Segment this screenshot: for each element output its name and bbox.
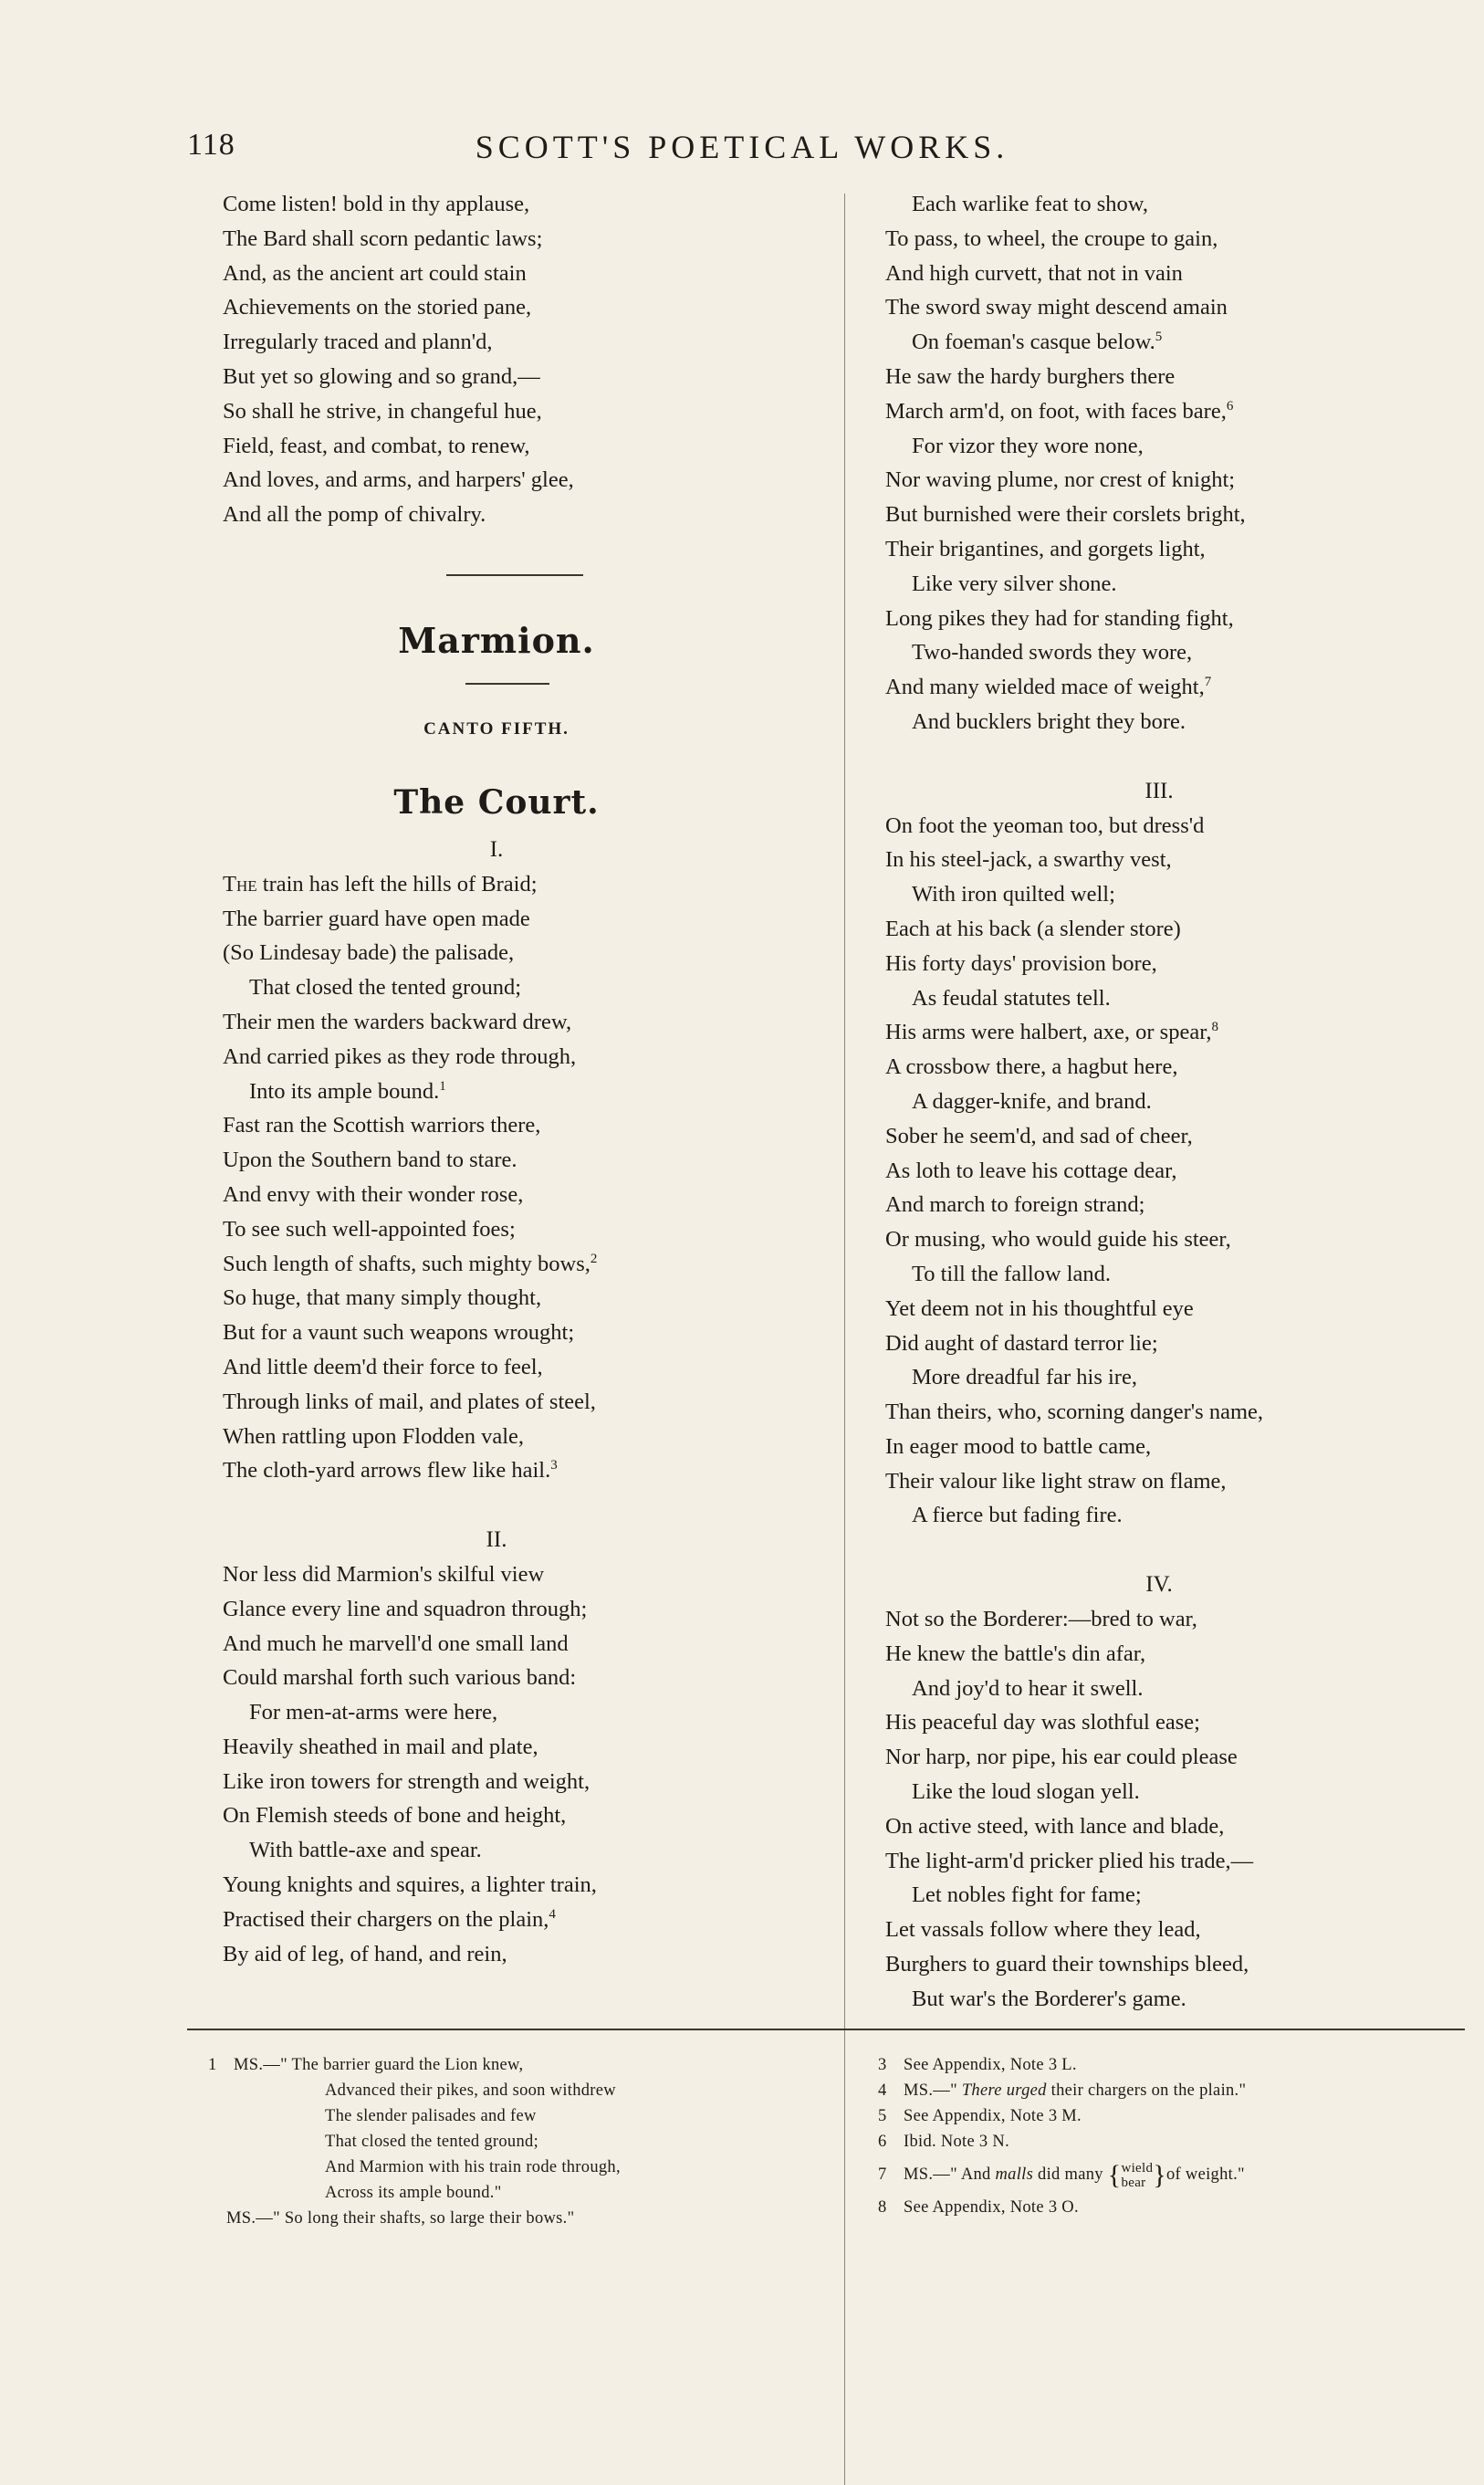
verse-line: On active steed, with lance and blade, [885,1813,1225,1839]
verse-line: Their men the warders backward drew, [223,1009,572,1034]
footnote-ref[interactable]: 1 [439,1078,446,1094]
column-divider [844,194,845,2485]
verse-line: The barrier guard have open made [223,906,530,931]
verse-text: Into its ample bound. [249,1078,440,1104]
verse-line: And envy with their wonder rose, [223,1181,524,1207]
brace-close-icon: } [1153,2159,1166,2190]
footnote [878,2103,1444,2129]
footnote-line: The slender palisades and few [325,2107,537,2125]
verse-line: So huge, that many simply thought, [223,1285,542,1311]
verse-line: In his steel-jack, a swarthy vest, [885,847,1172,873]
variant-top: wield [1121,2160,1154,2176]
verse-line: He knew the battle's din afar, [885,1641,1146,1666]
stanza-2-continued [885,187,1433,739]
verse-line: And high curvett, that not in vain [885,260,1183,286]
verse-line: The sword sway might descend amain [885,295,1228,320]
verse-text: train has left the hills of Braid; [256,871,538,896]
canto-title: The Court. [393,782,600,822]
verse-line: And all the pomp of chivalry. [223,502,486,528]
verse-line: Sober he seem'd, and sad of cheer, [885,1123,1193,1148]
footnote-line: Advanced their pikes, and soon withdrew [325,2081,616,2100]
verse-line: In eager mood to battle came, [885,1433,1152,1459]
verse-line: For men-at-arms were here, [249,1700,498,1725]
verse-line: Burghers to guard their townships bleed, [885,1952,1249,1977]
footnote-ref[interactable]: 8 [1211,1020,1219,1035]
verse-line: Yet deem not in his thoughtful eye [885,1295,1194,1321]
verse-line: On foot the yeoman too, but dress'd [885,813,1205,838]
verse-line [885,1015,1433,1050]
verse-line: With iron quilted well; [912,882,1115,907]
verse-line: He saw the hardy burghers there [885,363,1176,389]
verse-line: Fast ran the Scottish warriors there, [223,1113,541,1138]
verse-line: And march to foreign strand; [885,1192,1145,1218]
verse-line: For vizor they wore none, [912,433,1144,458]
verse-line: Irregularly traced and plann'd, [223,330,493,355]
verse-line: And, as the ancient art could stain [223,260,527,286]
footnotes-left [208,2052,792,2231]
verse-line: By aid of leg, of hand, and rein, [223,1941,507,1966]
verse-line: That closed the tented ground; [249,975,521,1001]
verse-line: Field, feast, and combat, to renew, [223,433,530,458]
verse-line: More dreadful far his ire, [912,1365,1137,1390]
verse-text: And many wielded mace of weight, [885,675,1205,700]
verse-line: Did aught of dastard terror lie; [885,1330,1158,1356]
footnote [878,2078,1444,2103]
footnote-text: See Appendix, Note 3 L. [904,2056,1077,2074]
verse-line: But war's the Borderer's game. [912,1986,1186,2011]
footnote-line: And Marmion with his train rode through, [325,2158,621,2176]
footnote-ref[interactable]: 6 [1226,398,1234,414]
footnote-text: MS.—" The barrier guard the Lion knew, [234,2056,524,2074]
verse-line: To see such well-appointed foes; [223,1216,516,1242]
verse-line: So shall he strive, in changeful hue, [223,398,542,424]
verse-line: Their valour like light straw on flame, [885,1468,1227,1494]
verse-line: (So Lindesay bade) the palisade, [223,940,515,966]
verse-line: The Bard shall scorn pedantic laws; [223,225,543,251]
verse-line: Two-handed swords they wore, [912,640,1193,666]
verse-line: And little deem'd their force to feel, [223,1354,543,1379]
footnote-mark: 4 [878,2081,887,2100]
verse-line: Let nobles fight for fame; [912,1882,1142,1908]
verse-line: Young knights and squires, a lighter train, [223,1872,597,1898]
verse-line: And carried pikes as they rode through, [223,1043,577,1069]
footnote-ref[interactable]: 3 [550,1458,558,1473]
verse-line: To till the fallow land. [912,1261,1112,1286]
verse-line: Nor waving plume, nor crest of knight; [885,467,1236,493]
footnote-ref[interactable]: 5 [1155,330,1163,345]
verse-line: With battle-axe and spear. [249,1838,482,1863]
verse-line: Let vassals follow where they lead, [885,1917,1201,1943]
footnote-mark: 8 [878,2198,887,2217]
verse-line: A crossbow there, a hagbut here, [885,1054,1178,1080]
verse-line: And loves, and arms, and harpers' glee, [223,467,574,493]
verse-line: Not so the Borderer:—bred to war, [885,1607,1197,1632]
footnote-rule [187,2029,1465,2030]
footnote-text: MS.—" And [904,2165,996,2184]
footnote-mark: 7 [878,2165,887,2184]
page-header [0,128,1484,173]
verse-text: Such length of shafts, such mighty bows, [223,1251,590,1276]
verse-line: Than theirs, who, scorning danger's name, [885,1400,1263,1425]
verse-line: And bucklers bright they bore. [912,708,1186,734]
stanza-gap [885,739,1433,763]
verse-line: A fierce but fading fire. [912,1503,1123,1528]
verse-line: Through links of mail, and plates of steel, [223,1389,596,1414]
verse-line: Upon the Southern band to stare. [223,1148,517,1173]
footnotes-right [878,2052,1444,2220]
footnote-text: MS.—" [904,2081,962,2100]
verse-line: Glance every line and squadron through; [223,1596,588,1621]
footnote [878,2195,1444,2220]
verse-line: But yet so glowing and so grand,— [223,363,540,389]
stanza-number: II. [486,1527,507,1553]
section-divider [446,574,583,576]
stanza-1 [223,867,770,1488]
stanza-number: IV. [1145,1572,1173,1598]
verse-line: Each at his back (a slender store) [885,916,1181,941]
verse-line [885,394,1433,429]
verse-line: When rattling upon Flodden vale, [223,1423,524,1449]
variant-choice [1121,2161,1153,2190]
footnote-text: See Appendix, Note 3 M. [904,2107,1082,2125]
verse-line: A dagger-knife, and brand. [912,1088,1152,1114]
verse-line: His forty days' provision bore, [885,950,1157,976]
verse-line: But burnished were their corslets bright, [885,502,1246,528]
verse-text: Practised their chargers on the plain, [223,1906,549,1932]
verse-line: Their brigantines, and gorgets light, [885,536,1206,561]
footnote [878,2129,1444,2155]
verse-line: But for a vaunt such weapons wrought; [223,1320,575,1346]
canto-heading: CANTO FIFTH. [423,718,570,739]
footnote-line: That closed the tented ground; [325,2133,539,2151]
left-column [223,187,770,1971]
verse-line: On Flemish steeds of bone and height, [223,1803,567,1829]
verse-line: Each warlike feat to show, [912,192,1148,216]
verse-line: And joy'd to hear it swell. [912,1675,1144,1701]
stanza-number: I. [489,836,504,862]
footnote-mark: 3 [878,2056,887,2074]
verse-line: To pass, to wheel, the croupe to gain, [885,225,1218,251]
verse-text: The cloth-yard arrows flew like hail. [223,1458,551,1484]
verse-line [885,670,1433,705]
verse-line [223,867,770,902]
verse-line [223,1075,770,1109]
verse-line: Could marshal forth such various band: [223,1665,577,1691]
verse-line: His peaceful day was slothful ease; [885,1710,1200,1735]
stanza-4 [885,1602,1433,2017]
verse-line: Nor harp, nor pipe, his ear could please [885,1745,1238,1770]
verse-line [223,1903,770,1937]
footnote-ref[interactable]: 2 [590,1251,598,1266]
title-rule [465,683,549,685]
footnote [878,2052,1444,2078]
footnote: MS.—" So long their shafts, so large their bows." [226,2209,575,2228]
footnote-line: Across its ample bound." [325,2184,502,2202]
brace-open-icon: { [1107,2159,1122,2190]
stanza-gap [223,1488,770,1512]
stanza-3 [885,809,1433,1534]
verse-line [885,325,1433,360]
variant-bottom: bear [1121,2175,1146,2190]
poem-title: Marmion. [398,619,595,661]
running-title: SCOTT'S POETICAL WORKS. [475,129,1009,165]
footnote-mark: 1 [208,2056,217,2074]
footnote-text: See Appendix, Note 3 O. [904,2198,1079,2217]
verse-line: Achievements on the storied pane, [223,295,532,320]
verse-line: Heavily sheathed in mail and plate, [223,1734,538,1759]
stanza-number: III. [1144,778,1174,803]
stanza-gap [885,1533,1433,1557]
verse-line [223,1453,770,1488]
right-column [885,187,1433,2017]
verse-line: Like very silver shone. [912,571,1117,596]
footnote-text: Ibid. Note 3 N. [904,2133,1009,2151]
footnote-text: of weight." [1165,2165,1245,2184]
verse-line: Or musing, who would guide his steer, [885,1227,1231,1253]
footnote-emphasis: There urged [961,2081,1047,2100]
footnote-mark: 5 [878,2107,887,2125]
verse-line: As feudal statutes tell. [912,985,1111,1011]
verse-line: And much he marvell'd one small land [223,1630,569,1656]
footnote-ref[interactable]: 4 [549,1906,556,1922]
footnote [208,2052,792,2078]
verse-line: Nor less did Marmion's skilful view [223,1561,545,1587]
verse-line: Long pikes they had for standing fight, [885,605,1234,631]
footnote-text: did many [1033,2165,1103,2184]
footnote-emphasis: malls [995,2165,1034,2184]
verse-line [223,1247,770,1282]
verse-text: On foeman's casque below. [912,330,1155,355]
verse-text: March arm'd, on foot, with faces bare, [885,398,1227,424]
footnote-text: their chargers on the plain." [1046,2081,1247,2100]
footnote-ref[interactable]: 7 [1204,675,1212,689]
footnote [878,2155,1444,2195]
verse-line: As loth to leave his cottage dear, [885,1158,1177,1183]
verse-line: The light-arm'd pricker plied his trade,— [885,1848,1254,1873]
drop-word: The [223,871,257,896]
verse-text: His arms were halbert, axe, or spear, [885,1020,1212,1045]
verse-line: Like the loud slogan yell. [912,1779,1140,1805]
verse-line: Like iron towers for strength and weight, [223,1768,590,1794]
footnote-mark: 6 [878,2133,887,2151]
page-number: 118 [187,128,235,162]
stanza-2 [223,1557,770,1972]
intro-verse [223,187,770,532]
verse-line: Come listen! bold in thy applause, [223,192,530,216]
